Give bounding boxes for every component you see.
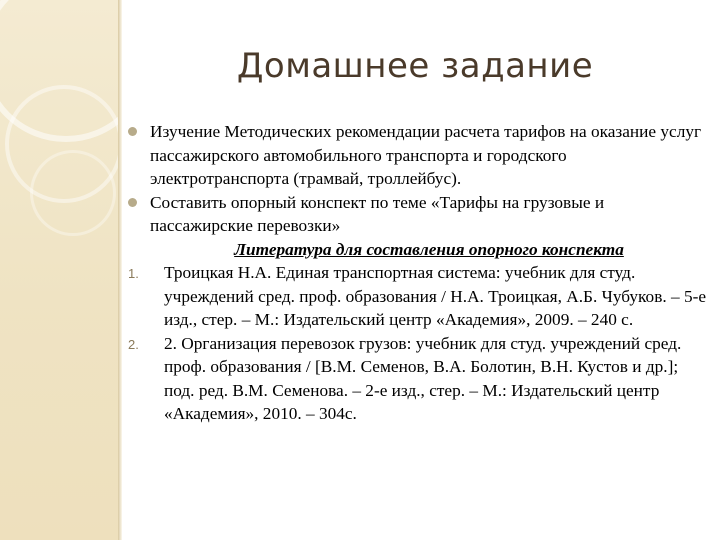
panel-divider [118, 0, 122, 540]
reference-item [128, 332, 708, 426]
bullet-item [128, 191, 708, 238]
reference-text: Троицкая Н.А. Единая транспортная система: учебник для студ. учреждений сред. проф. образования / Н.А. Троицкая, А.Б. Чубуков. – 5-е изд., стер. – М.: Издательский центр «Академия», 2009. – 240 с. [164, 263, 707, 329]
reference-number: 2. [128, 336, 139, 352]
decorative-side-panel [0, 0, 118, 540]
reference-text: 2. Организация перевозок грузов: учебник для студ. учреждений сред. проф. образования / [В.М. Семенов, В.А. Болотин, В.Н. Кустов и др.]; под. ред. В.М. Семенова. – 2-е изд., стер. – М.: Издательский центр «Академия», 2010. – 304с. [164, 333, 682, 423]
literature-heading: Литература для составления опорного конспекта [234, 239, 624, 259]
reference-item [128, 261, 708, 332]
reference-number: 1. [128, 266, 139, 281]
bullet-icon [128, 198, 137, 207]
bullet-text: Изучение Методических рекомендации расчета тарифов на оказание услуг пассажирского автомобильного транспорта и городского электротранспорта (трамвай, троллейбус). [150, 122, 702, 188]
decorative-ring [30, 150, 116, 236]
bullet-text: Составить опорный конспект по теме «Тарифы на грузовые и пассажирские перевозки» [150, 192, 605, 235]
slide-title: Домашнее задание [236, 46, 594, 86]
bullet-icon [128, 127, 137, 136]
bullet-item [128, 120, 708, 191]
slide-content [128, 120, 708, 426]
